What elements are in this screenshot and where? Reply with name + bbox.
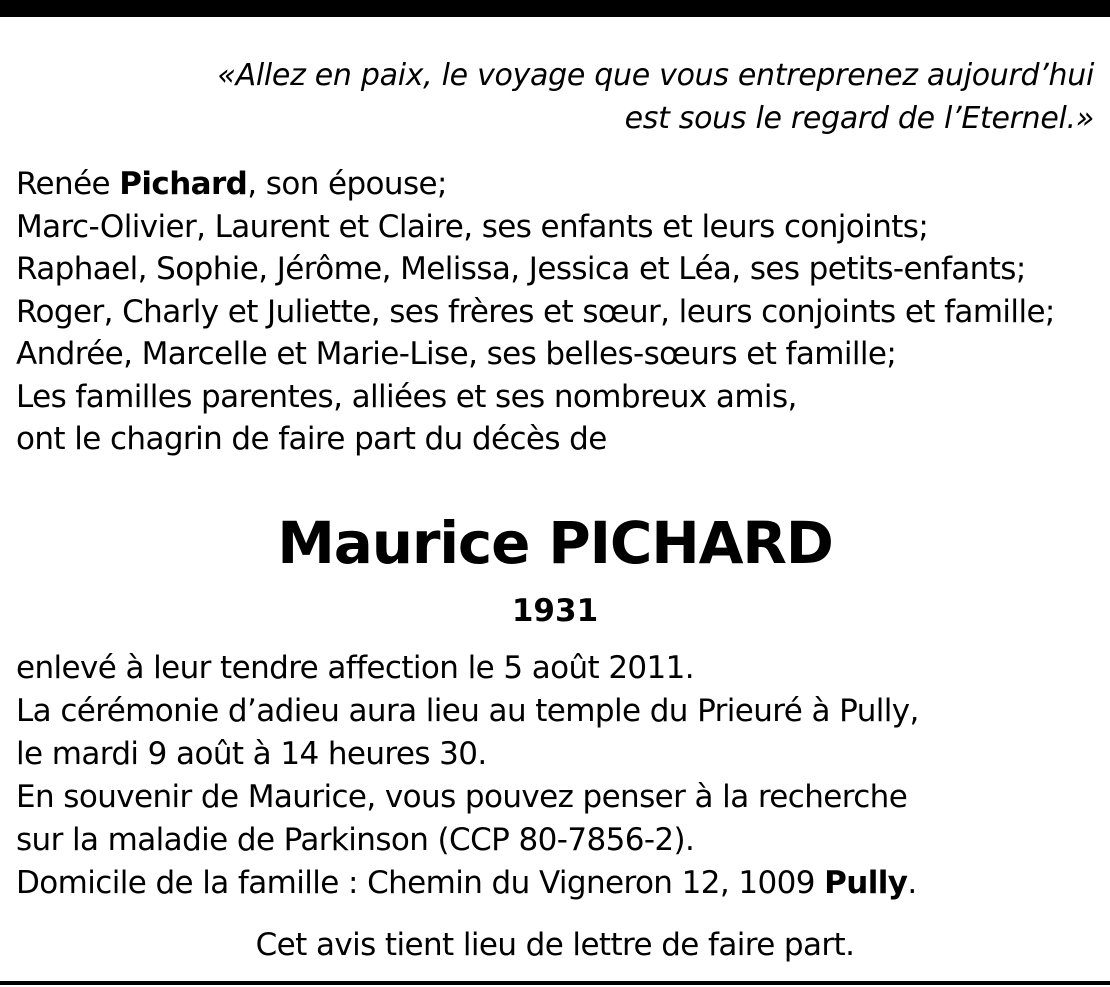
- family-announcement: [16, 163, 1106, 461]
- family-line-spouse: [16, 163, 1106, 206]
- bottom-border-rule: [0, 981, 1110, 985]
- address-town: Pully: [824, 865, 908, 901]
- birth-year: 1931: [511, 593, 599, 629]
- address-text: Domicile de la famille : Chemin du Vigneron 12, 1009: [16, 865, 825, 901]
- deceased-name: Maurice PICHARD: [277, 509, 833, 577]
- family-line-relatives: Les familles parentes, alliées et ses nombreux amis,: [16, 378, 797, 415]
- notice-footer: Cet avis tient lieu de lettre de faire part.: [255, 927, 855, 963]
- details-line-ceremony: La cérémonie d’adieu aura lieu au temple du Prieuré à Pully,: [16, 693, 919, 729]
- details-line-address: [16, 862, 1106, 905]
- details-line-ceremony-time: le mardi 9 août à 14 heures 30.: [16, 736, 487, 772]
- quote-line: «Allez en paix, le voyage que vous entreprenez aujourd’hui: [217, 58, 1094, 93]
- details-line-donation-account: sur la maladie de Parkinson (CCP 80-7856-2).: [16, 822, 695, 858]
- address-end: .: [907, 865, 917, 901]
- family-line-announcement: ont le chagrin de faire part du décès de: [16, 421, 607, 457]
- details-line-donation: En souvenir de Maurice, vous pouvez penser à la recherche: [16, 779, 908, 815]
- spouse-relation: , son épouse;: [247, 166, 447, 202]
- details-line-death-date: enlevé à leur tendre affection le 5 août 2011.: [16, 650, 695, 686]
- family-line-sisters-in-law: Andrée, Marcelle et Marie-Lise, ses belles-sœurs et famille;: [16, 336, 897, 372]
- epigraph-quote: [94, 54, 1094, 140]
- quote-line: est sous le regard de l’Eternel.»: [624, 101, 1094, 136]
- top-border-rule: [0, 0, 1110, 17]
- family-line-children: Marc-Olivier, Laurent et Claire, ses enfants et leurs conjoints;: [16, 208, 929, 245]
- spouse-first-name: Renée: [16, 166, 120, 202]
- spouse-surname: Pichard: [119, 166, 248, 202]
- family-line-siblings: Roger, Charly et Juliette, ses frères et sœur, leurs conjoints et famille;: [16, 293, 1055, 330]
- family-line-grandchildren: Raphael, Sophie, Jérôme, Melissa, Jessica et Léa, ses petits-enfants;: [16, 251, 1026, 287]
- ceremony-details: [16, 647, 1106, 905]
